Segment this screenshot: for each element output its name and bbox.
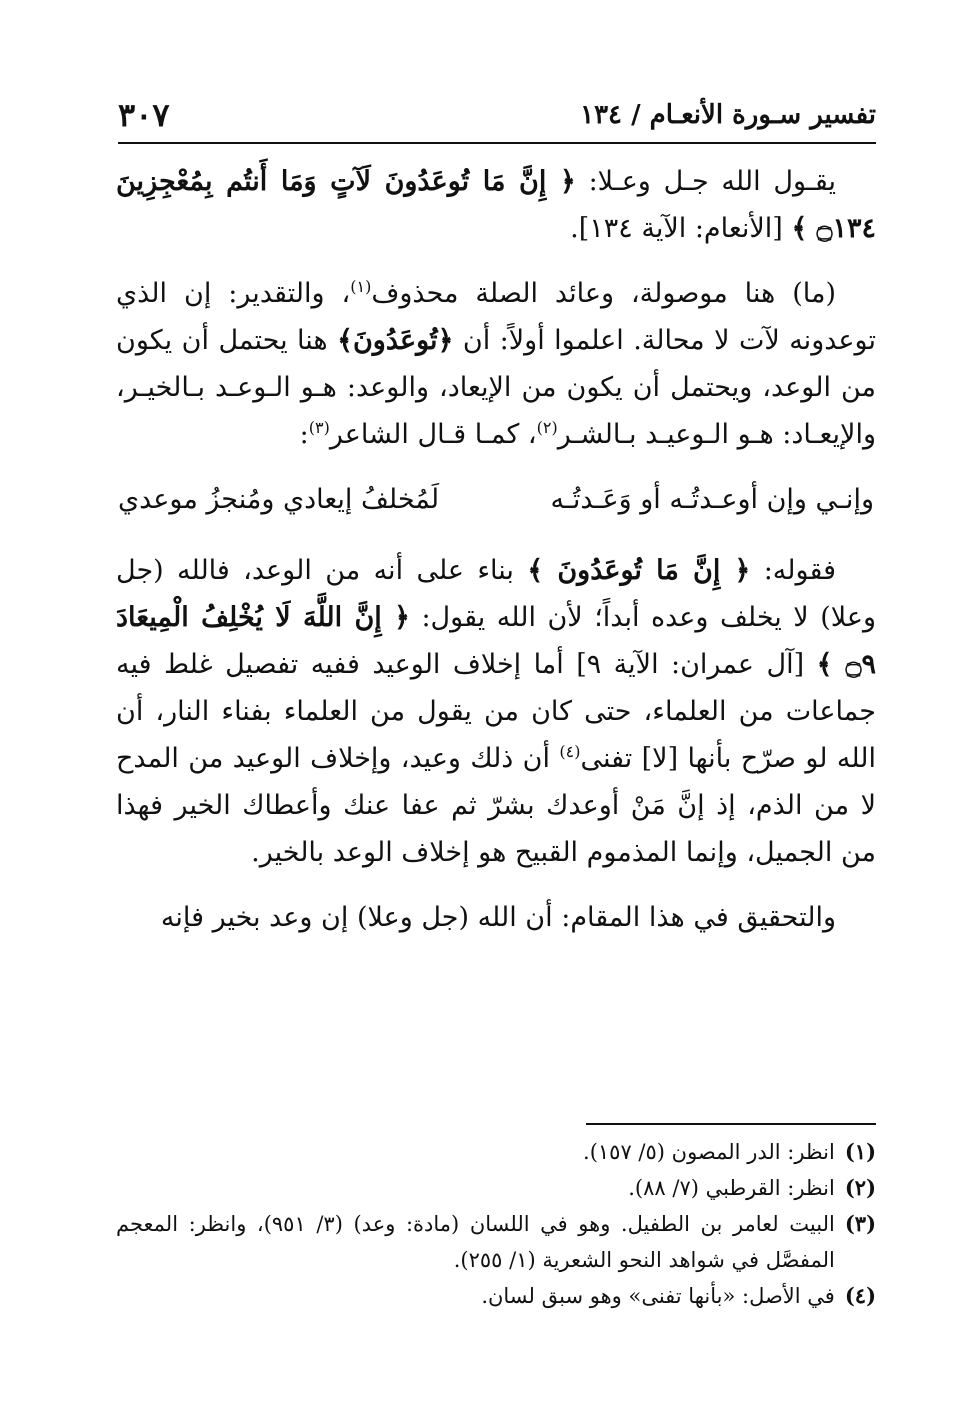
poem-second-hemistich: لَمُخلفُ إيعادي ومُنجزُ موعدي (118, 484, 440, 515)
footnote-number: (٤) (844, 1283, 876, 1308)
poem-verse (116, 476, 876, 523)
p4-text: والتحقيق في هذا المقام: أن الله (جل وعلا) إن وعد بخير فإنه (160, 902, 836, 933)
paragraph-4 (116, 894, 876, 941)
footnote-text: انظر: القرطبي (٧/ ٨٨). (628, 1176, 835, 1200)
footnote-4 (116, 1278, 876, 1314)
footnote-text: البيت لعامر بن الطفيل. وهو في اللسان (مادة: وعد) (٣/ ٩٥١)، وانظر: المعجم المفصَّل في شواهد النحو الشعرية (١/ ٢٥٥). (116, 1212, 835, 1272)
footnote-number: (٣) (844, 1211, 876, 1236)
paragraph-2 (116, 270, 876, 458)
quran-verse-al-imran-9: ﴿ إِنَّ اللَّهَ لَا يُخْلِفُ الْمِيعَادَ ۝٩ ﴾ (116, 602, 876, 680)
footnote-number: (١) (844, 1139, 876, 1164)
footnote-number: (٢) (844, 1175, 876, 1200)
page-header (118, 96, 876, 140)
p1-intro: يقـول الله جـل وعـلا: (588, 166, 836, 197)
p2-text-1: (ما) هنا موصولة، وعائد الصلة محذوف (371, 278, 836, 309)
p3-text-1: فقوله: (763, 555, 837, 586)
p3-text-3: [آل عمران: الآية ٩] أما إخلاف الوعيد ففيه تفصيل غلط فيه جماعات من العلماء، حتى كان من يقول من العلماء بفناء النار، أن الله لو صرّح بأنها [لا] تفنى (116, 649, 877, 774)
p1-reference: [الأنعام: الآية ١٣٤]. (570, 213, 783, 244)
footnote-ref-2: (٢) (536, 418, 558, 437)
main-text (116, 158, 876, 959)
poem-first-hemistich: وإنـي وإن أوعـدتُـه أو وَعَـدتُـه (550, 484, 874, 515)
paragraph-3 (116, 547, 876, 876)
running-title: تفسير سـورة الأنعـام / ١٣٤ (580, 100, 876, 130)
quran-verse-anam-134: ﴿ إِنَّ مَا تُوعَدُونَ لَآتٍ وَمَا أَنتُم بِمُعْجِزِينَ ۝١٣٤ ﴾ (116, 166, 876, 244)
paragraph-1 (116, 158, 876, 252)
footnote-ref-3: (٣) (308, 418, 330, 437)
footnote-ref-1: (١) (350, 277, 372, 296)
p3-text-2: بناء على أنه من الوعد، فالله (جل وعلا) لا يخلف وعده أبداً؛ لأن الله يقول: (116, 555, 877, 633)
footnote-1 (116, 1134, 876, 1170)
p2-text-3: هنا يحتمل أن يكون من الوعد، ويحتمل أن يكون من الإيعاد، والوعد: هـو الـوعـد بـالخيـر، والإيعـاد: هـو الـوعيـد بـالشـر (116, 325, 876, 450)
quran-fragment-inna-ma-tuadun: ﴿ إِنَّ مَا تُوعَدُونَ ﴾ (527, 555, 751, 586)
footnotes (116, 1134, 876, 1314)
footnote-3 (116, 1206, 876, 1278)
header-rule (118, 142, 876, 144)
footnote-ref-4: (٤) (559, 742, 581, 761)
p2-text-4: ، كمـا قـال الشاعر (329, 419, 537, 450)
p2-text-5: : (299, 419, 309, 450)
footnote-2 (116, 1170, 876, 1206)
footnote-rule (586, 1123, 876, 1125)
page-number: ٣٠٧ (118, 96, 170, 134)
footnote-text: انظر: الدر المصون (٥/ ١٥٧). (583, 1140, 835, 1164)
footnote-text: في الأصل: «بأنها تفنى» وهو سبق لسان. (481, 1284, 835, 1308)
p2-text-2: ، والتقدير: إن الذي توعدونه لآت لا محالة. اعلموا أولاً: أن (116, 278, 876, 356)
p3-text-4: أن ذلك وعيد، وإخلاف الوعيد من المدح لا من الذم، إذ إنَّ مَنْ أوعدك بشرّ ثم عفا عنك وأعطاك الخير فهذا من الجميل، وإنما المذموم القبيح هو إخلاف الوعد بالخير. (116, 743, 876, 868)
quran-word-tuadun: ﴿تُوعَدُونَ﴾ (337, 325, 454, 356)
